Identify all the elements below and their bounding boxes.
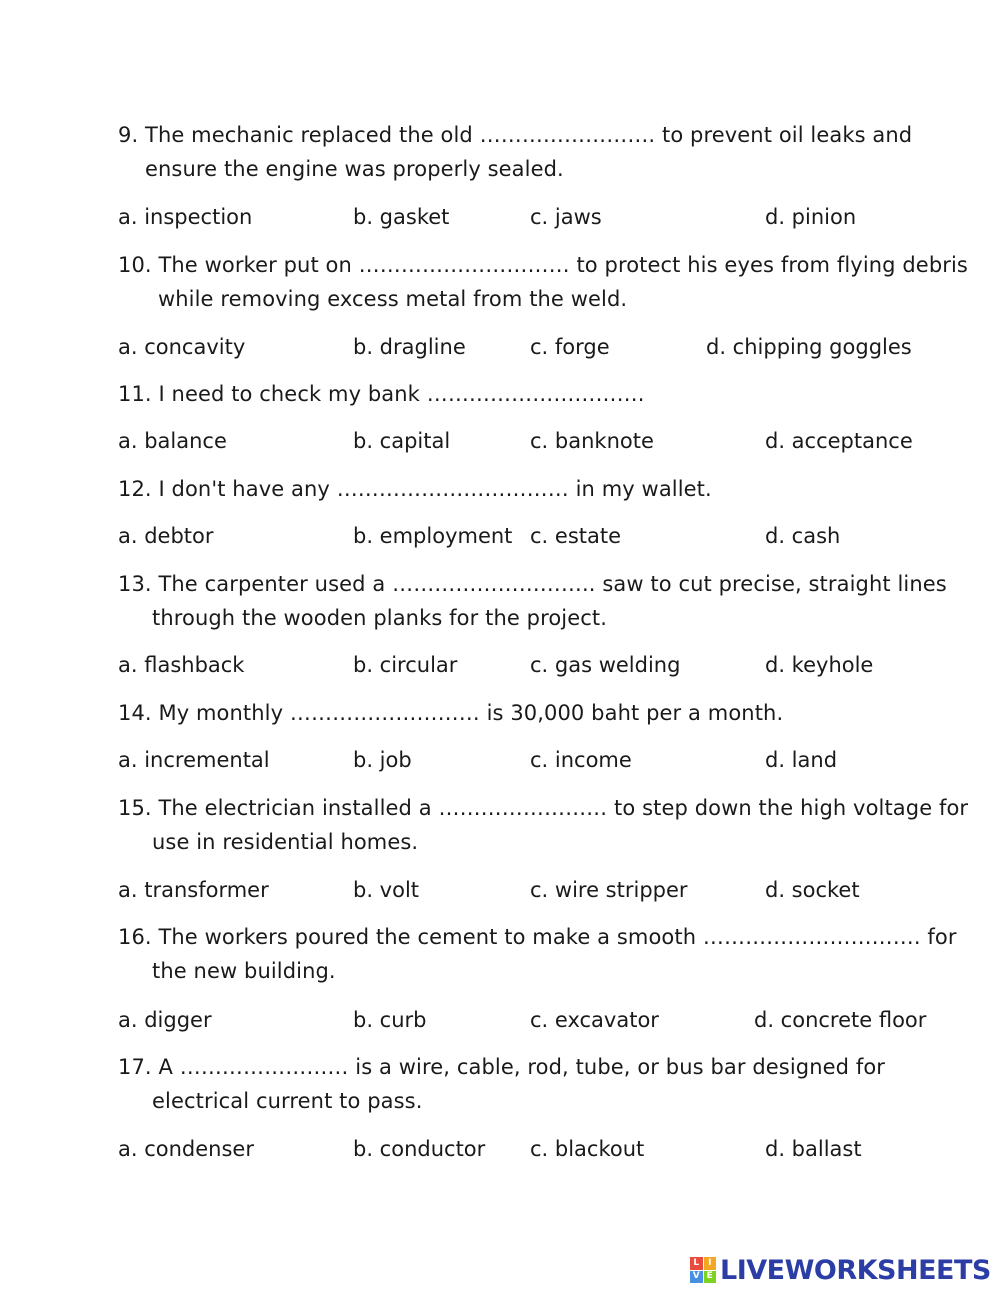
question-11-option-d[interactable]: d. acceptance xyxy=(765,429,913,453)
question-14-option-b[interactable]: b. job xyxy=(353,748,412,772)
question-11-option-b[interactable]: b. capital xyxy=(353,429,451,453)
logo-mark-cell: I xyxy=(704,1257,717,1270)
question-10-option-a[interactable]: a. concavity xyxy=(118,335,246,359)
liveworksheets-logo-icon xyxy=(690,1257,716,1283)
question-15-option-d[interactable]: d. socket xyxy=(765,878,860,902)
question-13-option-a[interactable]: a. flashback xyxy=(118,653,245,677)
question-10-line-1: 10. The worker put on ………………………… to protect his eyes from flying debris xyxy=(118,253,968,277)
logo-mark-cell: L xyxy=(690,1257,703,1270)
question-15-option-c[interactable]: c. wire stripper xyxy=(530,878,688,902)
question-14-option-a[interactable]: a. incremental xyxy=(118,748,270,772)
question-15-line-2: use in residential homes. xyxy=(152,830,419,854)
question-16-line-1: 16. The workers poured the cement to make a smooth …………………………. for xyxy=(118,925,957,949)
question-12-option-c[interactable]: c. estate xyxy=(530,524,622,548)
question-11-option-c[interactable]: c. banknote xyxy=(530,429,654,453)
question-16-option-a[interactable]: a. digger xyxy=(118,1008,212,1032)
question-15-option-b[interactable]: b. volt xyxy=(353,878,420,902)
question-16-option-d[interactable]: d. concrete floor xyxy=(754,1008,927,1032)
question-11-option-a[interactable]: a. balance xyxy=(118,429,227,453)
question-17-option-b[interactable]: b. conductor xyxy=(353,1137,486,1161)
question-15-option-a[interactable]: a. transformer xyxy=(118,878,269,902)
question-13-option-d[interactable]: d. keyhole xyxy=(765,653,874,677)
question-12-line-1: 12. I don't have any …………………………… in my wallet. xyxy=(118,477,712,501)
question-16-line-2: the new building. xyxy=(152,959,336,983)
question-9-option-a[interactable]: a. inspection xyxy=(118,205,253,229)
question-15-line-1: 15. The electrician installed a …………………… to step down the high voltage for xyxy=(118,796,969,820)
question-10-option-b[interactable]: b. dragline xyxy=(353,335,466,359)
question-16-option-c[interactable]: c. excavator xyxy=(530,1008,659,1032)
question-10-option-d[interactable]: d. chipping goggles xyxy=(706,335,912,359)
question-13-option-b[interactable]: b. circular xyxy=(353,653,458,677)
logo-mark-cell: E xyxy=(704,1271,717,1284)
question-9-line-2: ensure the engine was properly sealed. xyxy=(145,157,564,181)
question-9-line-1: 9. The mechanic replaced the old ……………………. to prevent oil leaks and xyxy=(118,123,913,147)
logo-text: LIVEWORKSHEETS xyxy=(720,1254,991,1286)
logo-mark-cell: V xyxy=(690,1271,703,1284)
question-14-option-d[interactable]: d. land xyxy=(765,748,838,772)
question-13-line-2: through the wooden planks for the project. xyxy=(152,606,608,630)
question-17-option-d[interactable]: d. ballast xyxy=(765,1137,862,1161)
question-14-option-c[interactable]: c. income xyxy=(530,748,632,772)
question-10-line-2: while removing excess metal from the weld. xyxy=(158,287,628,311)
liveworksheets-logo[interactable] xyxy=(690,1252,991,1288)
question-17-option-c[interactable]: c. blackout xyxy=(530,1137,645,1161)
question-16-option-b[interactable]: b. curb xyxy=(353,1008,427,1032)
question-13-line-1: 13. The carpenter used a ……………………….. saw to cut precise, straight lines xyxy=(118,572,947,596)
question-17-line-1: 17. A …………………… is a wire, cable, rod, tube, or bus bar designed for xyxy=(118,1055,886,1079)
question-11-line-1: 11. I need to check my bank …………………………. xyxy=(118,382,645,406)
question-12-option-d[interactable]: d. cash xyxy=(765,524,841,548)
question-10-option-c[interactable]: c. forge xyxy=(530,335,610,359)
question-9-option-d[interactable]: d. pinion xyxy=(765,205,857,229)
question-9-option-c[interactable]: c. jaws xyxy=(530,205,602,229)
question-12-option-b[interactable]: b. employment xyxy=(353,524,513,548)
question-9-option-b[interactable]: b. gasket xyxy=(353,205,450,229)
question-12-option-a[interactable]: a. debtor xyxy=(118,524,214,548)
question-14-line-1: 14. My monthly ……………………… is 30,000 baht per a month. xyxy=(118,701,784,725)
question-17-option-a[interactable]: a. condenser xyxy=(118,1137,254,1161)
question-17-line-2: electrical current to pass. xyxy=(152,1089,423,1113)
question-13-option-c[interactable]: c. gas welding xyxy=(530,653,681,677)
